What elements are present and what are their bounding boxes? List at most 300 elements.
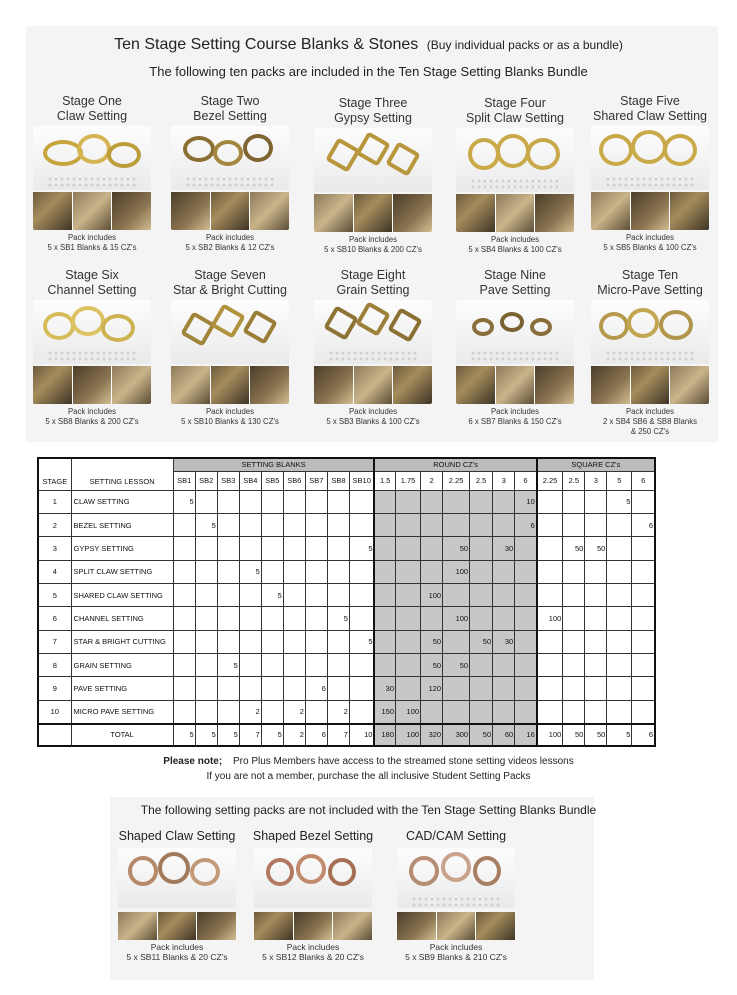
quantity-cell	[537, 677, 563, 700]
quantity-cell	[632, 677, 655, 700]
quantity-cell	[173, 583, 195, 606]
quantity-cell	[374, 607, 395, 630]
quantity-cell	[396, 677, 421, 700]
lesson-cell: BEZEL SETTING	[71, 513, 173, 536]
quantity-cell: 10	[515, 490, 537, 513]
quantity-cell: 100	[443, 607, 470, 630]
quantity-cell	[396, 630, 421, 653]
quantity-cell	[374, 490, 395, 513]
quantity-cell	[239, 630, 261, 653]
round-cz-group: ROUND CZ's	[374, 458, 536, 471]
stage-card-1[interactable]	[26, 94, 158, 253]
stage-lesson: Grain Setting	[336, 283, 410, 297]
quantity-cell	[217, 607, 239, 630]
quantity-cell	[493, 583, 515, 606]
quantity-cell	[261, 630, 283, 653]
quantity-cell	[283, 607, 305, 630]
quantity-cell: 120	[421, 677, 443, 700]
stage-number: Stage One	[62, 94, 122, 108]
pack-contents: 5 x SB3 Blanks & 100 CZ's	[326, 417, 420, 426]
stage-lesson: Micro-Pave Setting	[597, 283, 703, 297]
quantity-cell	[585, 677, 607, 700]
extra-card-shaped-bezel[interactable]	[248, 828, 378, 962]
quantity-cell: 7	[239, 724, 261, 746]
quantity-cell	[515, 677, 537, 700]
quantity-cell	[305, 607, 327, 630]
quantity-cell	[493, 677, 515, 700]
quantity-cell	[305, 700, 327, 723]
quantity-cell: 5	[349, 630, 374, 653]
stage-number: Stage Three	[338, 96, 408, 110]
quantity-cell	[283, 677, 305, 700]
lesson-cell: SPLIT CLAW SETTING	[71, 560, 173, 583]
pack-label: Pack includes	[490, 407, 540, 416]
grain-blank-photo	[314, 300, 432, 404]
quantity-cell	[632, 490, 655, 513]
quantity-cell	[283, 583, 305, 606]
stage-cell: 1	[38, 490, 71, 513]
page-title	[0, 36, 737, 54]
quantity-cell: 2	[239, 700, 261, 723]
note-label: Please note;	[163, 756, 223, 767]
quantity-cell	[195, 537, 217, 560]
quantity-cell: 5	[261, 724, 283, 746]
quantity-cell: 100	[537, 607, 563, 630]
setting-blanks-table	[37, 457, 656, 747]
quantity-cell	[173, 677, 195, 700]
extra-card-cad-cam[interactable]	[390, 828, 522, 962]
quantity-cell	[374, 630, 395, 653]
quantity-cell	[443, 513, 470, 536]
quantity-cell	[470, 677, 493, 700]
quantity-cell	[607, 607, 632, 630]
stage-cell: 5	[38, 583, 71, 606]
quantity-cell	[374, 513, 395, 536]
stage-lesson: Channel Setting	[47, 283, 137, 297]
quantity-cell	[421, 700, 443, 723]
quantity-cell: 30	[374, 677, 395, 700]
quantity-cell	[585, 700, 607, 723]
pack-label: Pack includes	[429, 942, 483, 952]
quantity-cell	[349, 583, 374, 606]
stage-cell: 8	[38, 654, 71, 677]
shaped-claw-photo	[118, 848, 236, 940]
quantity-cell	[195, 607, 217, 630]
extra-name: CAD/CAM Setting	[405, 829, 507, 843]
quantity-cell	[217, 513, 239, 536]
pack-label: Pack includes	[348, 407, 398, 416]
pack-contents: 5 x SB12 Blanks & 20 CZ's	[262, 952, 364, 962]
pack-label: Pack includes	[67, 407, 117, 416]
column-header-blanks: SB3	[217, 471, 239, 490]
quantity-cell	[396, 583, 421, 606]
quantity-cell: 100	[396, 724, 421, 746]
quantity-cell	[239, 654, 261, 677]
quantity-cell	[173, 630, 195, 653]
quantity-cell	[607, 537, 632, 560]
quantity-cell	[305, 583, 327, 606]
quantity-cell: 50	[443, 537, 470, 560]
pack-contents: 5 x SB9 Blanks & 210 CZ's	[405, 952, 507, 962]
quantity-cell: 50	[563, 724, 585, 746]
column-header-square: 6	[632, 471, 655, 490]
table-row	[38, 654, 655, 677]
quantity-cell	[239, 537, 261, 560]
quantity-cell	[443, 583, 470, 606]
quantity-cell	[217, 490, 239, 513]
shaped-bezel-photo	[254, 848, 372, 940]
column-header-blanks: SB1	[173, 471, 195, 490]
quantity-cell	[515, 607, 537, 630]
quantity-cell	[607, 513, 632, 536]
quantity-cell: 16	[515, 724, 537, 746]
stage-cell: 6	[38, 607, 71, 630]
lesson-cell: MICRO PAVE SETTING	[71, 700, 173, 723]
quantity-cell	[396, 607, 421, 630]
quantity-cell	[632, 654, 655, 677]
quantity-cell	[421, 513, 443, 536]
quantity-cell	[632, 607, 655, 630]
column-header-blanks: SB4	[239, 471, 261, 490]
quantity-cell	[607, 654, 632, 677]
quantity-cell	[493, 654, 515, 677]
quantity-cell	[515, 583, 537, 606]
pack-contents: 6 x SB7 Blanks & 150 CZ's	[468, 417, 562, 426]
quantity-cell	[470, 490, 493, 513]
stage-card-6[interactable]	[26, 268, 158, 427]
quantity-cell	[261, 607, 283, 630]
table-row	[38, 677, 655, 700]
stage-card-8[interactable]	[307, 268, 439, 427]
column-header-round: 2	[421, 471, 443, 490]
lesson-cell: PAVE SETTING	[71, 677, 173, 700]
table-row	[38, 537, 655, 560]
stage-cell: 4	[38, 560, 71, 583]
quantity-cell: 5	[327, 607, 349, 630]
table-row	[38, 560, 655, 583]
quantity-cell	[515, 537, 537, 560]
quantity-cell	[239, 490, 261, 513]
stage-card-2[interactable]	[164, 94, 296, 253]
quantity-cell	[327, 513, 349, 536]
quantity-cell	[563, 560, 585, 583]
quantity-cell	[515, 654, 537, 677]
quantity-cell	[305, 513, 327, 536]
quantity-cell	[443, 490, 470, 513]
quantity-cell	[563, 677, 585, 700]
bezel-blank-photo	[171, 126, 289, 230]
quantity-cell: 5	[239, 560, 261, 583]
quantity-cell	[349, 654, 374, 677]
pack-contents: 2 x SB4 SB6 & SB8 Blanks	[602, 417, 698, 426]
quantity-cell: 320	[421, 724, 443, 746]
stage-lesson: Gypsy Setting	[334, 111, 412, 125]
quantity-cell	[261, 560, 283, 583]
quantity-cell	[349, 490, 374, 513]
column-header-round: 6	[515, 471, 537, 490]
quantity-cell: 5	[349, 537, 374, 560]
quantity-cell: 100	[537, 724, 563, 746]
quantity-cell	[173, 700, 195, 723]
pack-label: Pack includes	[205, 233, 255, 242]
quantity-cell	[195, 490, 217, 513]
claw-blank-photo	[33, 126, 151, 230]
quantity-cell	[443, 630, 470, 653]
column-header-blanks: SB5	[261, 471, 283, 490]
lesson-cell: CHANNEL SETTING	[71, 607, 173, 630]
stage-card-9[interactable]	[449, 268, 581, 427]
stage-card-10[interactable]	[584, 268, 716, 437]
quantity-cell: 180	[374, 724, 395, 746]
table-row	[38, 607, 655, 630]
column-header-round: 2.25	[443, 471, 470, 490]
quantity-cell	[585, 513, 607, 536]
quantity-cell	[493, 513, 515, 536]
quantity-cell: 2	[283, 700, 305, 723]
stage-cell: 9	[38, 677, 71, 700]
quantity-cell	[305, 630, 327, 653]
stage-lesson: Pave Setting	[479, 283, 551, 297]
lesson-cell: GYPSY SETTING	[71, 537, 173, 560]
extras-title: The following setting packs are not included with the Ten Stage Setting Blanks Bundle	[140, 803, 597, 817]
quantity-cell	[217, 560, 239, 583]
column-header-square: 5	[607, 471, 632, 490]
stage-lesson: Bezel Setting	[193, 109, 267, 123]
pack-label: Pack includes	[150, 942, 204, 952]
quantity-cell	[195, 560, 217, 583]
quantity-cell	[585, 490, 607, 513]
stage-number: Stage Ten	[621, 268, 679, 282]
quantity-cell	[470, 607, 493, 630]
column-header-round: 1.5	[374, 471, 395, 490]
pack-contents: 5 x SB8 Blanks & 200 CZ's	[45, 417, 139, 426]
stage-card-7[interactable]	[164, 268, 296, 427]
quantity-cell: 5	[217, 654, 239, 677]
stage-cell: 3	[38, 537, 71, 560]
quantity-cell: 5	[607, 724, 632, 746]
column-header-blanks: SB6	[283, 471, 305, 490]
pack-contents: 5 x SB5 Blanks & 100 CZ's	[603, 243, 697, 252]
quantity-cell	[217, 700, 239, 723]
quantity-cell	[585, 654, 607, 677]
pack-contents: 5 x SB1 Blanks & 15 CZ's	[47, 243, 137, 252]
quantity-cell	[239, 583, 261, 606]
quantity-cell	[283, 490, 305, 513]
quantity-cell	[607, 700, 632, 723]
quantity-cell	[173, 607, 195, 630]
quantity-cell: 300	[443, 724, 470, 746]
quantity-cell	[327, 583, 349, 606]
table-row	[38, 583, 655, 606]
stage-number: Stage Seven	[194, 268, 266, 282]
note-text-1: Pro Plus Members have access to the streamed stone setting videos lessons	[232, 756, 574, 767]
pack-contents-extra: & 250 CZ's	[630, 427, 670, 436]
column-header-blanks: SB7	[305, 471, 327, 490]
quantity-cell	[632, 630, 655, 653]
quantity-cell: 50	[470, 724, 493, 746]
stage-number: Stage Nine	[484, 268, 546, 282]
split-claw-blank-photo	[456, 128, 574, 232]
quantity-cell	[421, 490, 443, 513]
quantity-cell: 50	[421, 630, 443, 653]
quantity-cell	[195, 583, 217, 606]
stage-lesson: Shared Claw Setting	[593, 109, 707, 123]
quantity-cell: 5	[173, 724, 195, 746]
quantity-cell	[515, 630, 537, 653]
stage-card-4[interactable]	[449, 96, 581, 255]
quantity-cell	[607, 583, 632, 606]
quantity-cell	[327, 490, 349, 513]
column-header-round: 1.75	[396, 471, 421, 490]
quantity-cell	[396, 654, 421, 677]
lesson-cell: GRAIN SETTING	[71, 654, 173, 677]
quantity-cell	[217, 583, 239, 606]
extra-name: Shaped Bezel Setting	[252, 829, 374, 843]
quantity-cell	[421, 537, 443, 560]
quantity-cell	[261, 513, 283, 536]
quantity-cell: 50	[421, 654, 443, 677]
note-line-2: If you are not a member, purchase the all inclusive Student Setting Packs	[206, 771, 531, 782]
quantity-cell	[563, 700, 585, 723]
quantity-cell	[470, 654, 493, 677]
quantity-cell	[470, 537, 493, 560]
stage-cell: 10	[38, 700, 71, 723]
quantity-cell: 6	[515, 513, 537, 536]
quantity-cell: 30	[493, 537, 515, 560]
extra-card-shaped-claw[interactable]	[112, 828, 242, 962]
quantity-cell	[261, 537, 283, 560]
quantity-cell	[563, 490, 585, 513]
quantity-cell	[493, 607, 515, 630]
quantity-cell	[493, 560, 515, 583]
table-row	[38, 700, 655, 723]
quantity-cell: 50	[585, 537, 607, 560]
quantity-cell: 100	[396, 700, 421, 723]
pack-contents: 5 x SB10 Blanks & 200 CZ's	[324, 245, 422, 254]
quantity-cell	[327, 630, 349, 653]
total-label: TOTAL	[71, 724, 173, 746]
quantity-cell	[374, 537, 395, 560]
quantity-cell	[470, 513, 493, 536]
quantity-cell	[585, 583, 607, 606]
quantity-cell	[585, 607, 607, 630]
pack-label: Pack includes	[286, 942, 340, 952]
pack-contents: 5 x SB11 Blanks & 20 CZ's	[126, 952, 228, 962]
quantity-cell: 100	[421, 583, 443, 606]
quantity-cell	[493, 490, 515, 513]
column-header-blanks: SB2	[195, 471, 217, 490]
quantity-cell	[173, 560, 195, 583]
star-bright-blank-photo	[171, 300, 289, 404]
quantity-cell	[327, 654, 349, 677]
stage-cell: 7	[38, 630, 71, 653]
column-header-round: 3	[493, 471, 515, 490]
quantity-cell	[239, 513, 261, 536]
quantity-cell	[173, 654, 195, 677]
quantity-cell	[607, 560, 632, 583]
quantity-cell	[563, 513, 585, 536]
column-header-square: 2.5	[563, 471, 585, 490]
pave-blank-photo	[456, 300, 574, 404]
quantity-cell	[632, 537, 655, 560]
quantity-cell	[632, 583, 655, 606]
quantity-cell	[396, 513, 421, 536]
quantity-cell	[239, 677, 261, 700]
quantity-cell	[195, 677, 217, 700]
column-header-round: 2.5	[470, 471, 493, 490]
quantity-cell	[537, 537, 563, 560]
stage-card-5[interactable]	[584, 94, 716, 253]
total-row	[38, 724, 655, 746]
title-note: (Buy individual packs or as a bundle)	[426, 38, 623, 52]
pack-label: Pack includes	[205, 407, 255, 416]
quantity-cell	[349, 700, 374, 723]
cad-cam-photo	[397, 848, 515, 940]
quantity-cell	[632, 700, 655, 723]
stage-number: Stage Four	[484, 96, 546, 110]
stage-cell: 2	[38, 513, 71, 536]
quantity-cell	[283, 560, 305, 583]
quantity-cell: 5	[195, 724, 217, 746]
stage-number: Stage Six	[65, 268, 119, 282]
quantity-cell: 6	[632, 513, 655, 536]
pack-contents: 5 x SB10 Blanks & 130 CZ's	[181, 417, 279, 426]
quantity-cell	[537, 654, 563, 677]
lesson-header: SETTING LESSON	[71, 458, 173, 490]
lesson-cell: SHARED CLAW SETTING	[71, 583, 173, 606]
stage-card-3[interactable]	[307, 96, 439, 255]
quantity-cell: 5	[217, 724, 239, 746]
quantity-cell	[217, 677, 239, 700]
lesson-cell: STAR & BRIGHT CUTTING	[71, 630, 173, 653]
stage-lesson: Claw Setting	[56, 109, 128, 123]
extra-name: Shaped Claw Setting	[118, 829, 236, 843]
total-stage-cell	[38, 724, 71, 746]
quantity-cell	[396, 490, 421, 513]
column-header-square: 3	[585, 471, 607, 490]
micro-pave-blank-photo	[591, 300, 709, 404]
quantity-cell	[515, 560, 537, 583]
quantity-cell: 100	[443, 560, 470, 583]
quantity-cell	[537, 583, 563, 606]
quantity-cell	[283, 537, 305, 560]
stage-header: STAGE	[38, 458, 71, 490]
quantity-cell	[470, 700, 493, 723]
quantity-cell	[493, 700, 515, 723]
quantity-cell: 150	[374, 700, 395, 723]
channel-blank-photo	[33, 300, 151, 404]
quantity-cell: 50	[470, 630, 493, 653]
quantity-cell	[470, 583, 493, 606]
pack-contents: 5 x SB4 Blanks & 100 CZ's	[468, 245, 562, 254]
quantity-cell	[349, 677, 374, 700]
stage-lesson: Split Claw Setting	[466, 111, 564, 125]
quantity-cell	[283, 654, 305, 677]
quantity-cell	[261, 654, 283, 677]
quantity-cell: 6	[632, 724, 655, 746]
quantity-cell	[537, 490, 563, 513]
stage-number: Stage Five	[620, 94, 680, 108]
quantity-cell	[607, 630, 632, 653]
quantity-cell	[421, 560, 443, 583]
column-header-blanks: SB10	[349, 471, 374, 490]
quantity-cell	[261, 700, 283, 723]
quantity-cell	[537, 630, 563, 653]
quantity-cell	[349, 607, 374, 630]
table-row	[38, 490, 655, 513]
quantity-cell	[173, 513, 195, 536]
quantity-cell: 6	[305, 677, 327, 700]
